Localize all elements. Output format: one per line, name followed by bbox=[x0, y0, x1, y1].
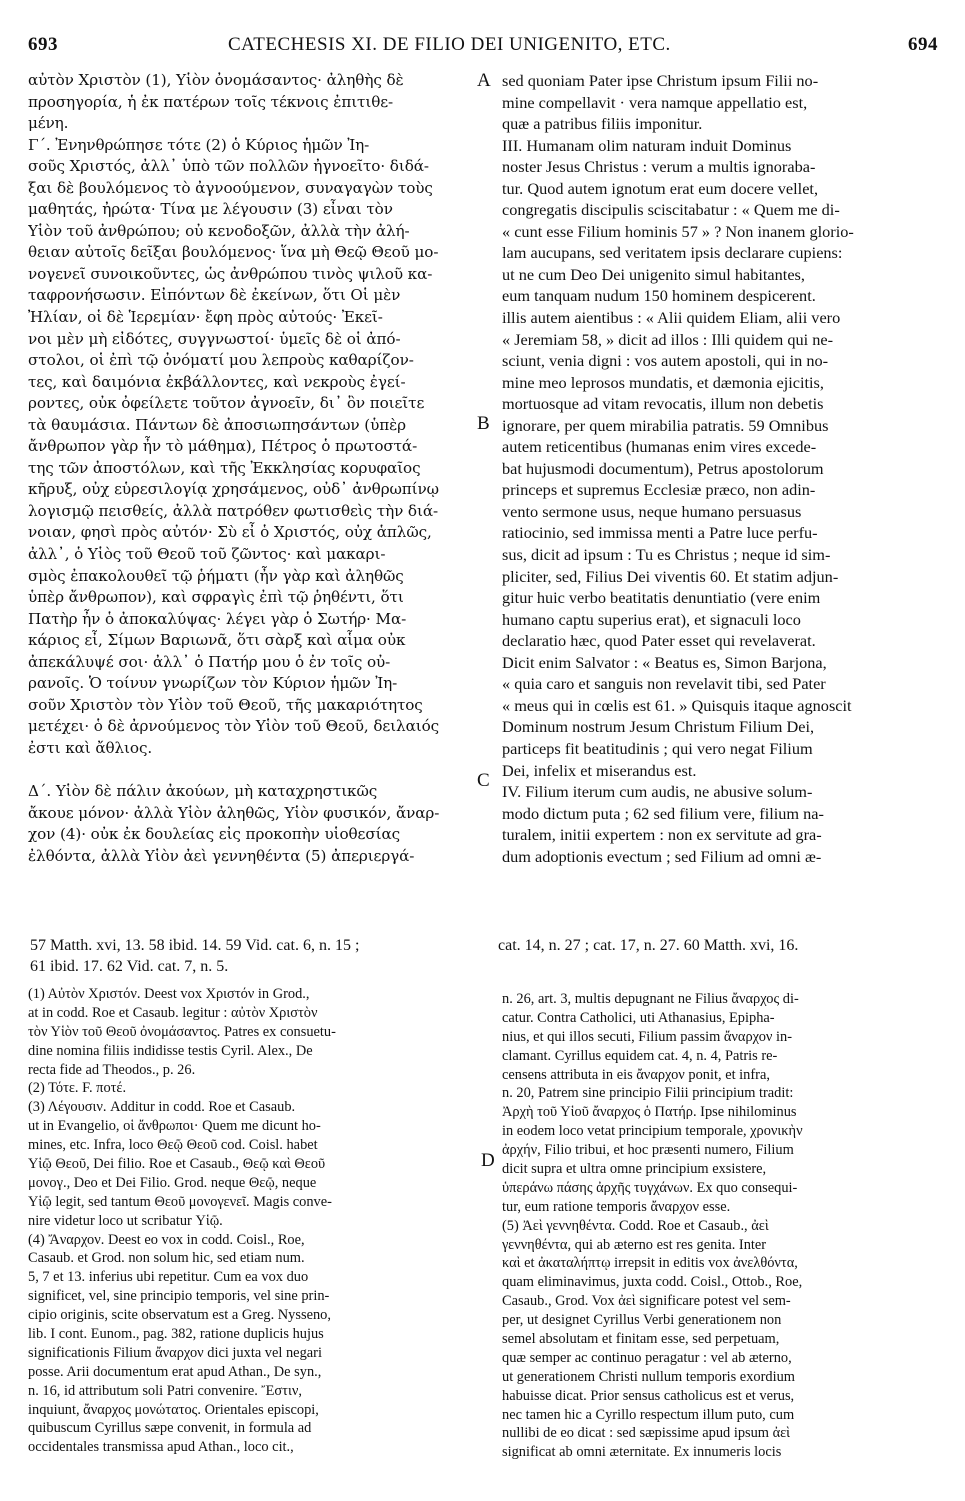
footnote-line: dine nomina filiis indidisse testis Cyril. Alex., De bbox=[28, 1042, 313, 1059]
footnote-line: nullibi de eo dicat : sed sæpissime apud ipsum ἀεὶ bbox=[502, 1425, 791, 1442]
greek-text-line: προσηγορία, ἡ ἐκ πατέρων τοῖς τέκνοις ἐπιτιθε- bbox=[28, 92, 394, 111]
latin-text-line: ratiocinio, sed immissa menti a Patre luce perfu- bbox=[502, 523, 818, 543]
footnote-line: Ἀρχὴ τοῦ Υἱοῦ ἄναρχος ὁ Πατήρ. Ipse nihilominus bbox=[502, 1104, 797, 1121]
footnote-line: 5, 7 et 13. inferius ubi repetitur. Cum ea vox duo bbox=[28, 1269, 309, 1286]
greek-text-line: σμὸς ἐπακολουθεῖ τῷ ῥήματι (ἦν γὰρ καὶ ἀληθῶς bbox=[28, 566, 404, 585]
footnote-line: τὸν Υἱὸν τοῦ Θεοῦ ὀνομάσαντος. Patres ex consuetu- bbox=[28, 1023, 336, 1040]
greek-text-column bbox=[28, 70, 476, 867]
latin-text-line: « meus qui in cœlis est 61. » Quisquis itaque agnoscit bbox=[502, 695, 852, 715]
footnote-line: nius, et qui illos secuti, Filium passim ἄναρχον in- bbox=[502, 1028, 792, 1045]
footnote-line: nec tamen hic a Cyrillo respectum illum puto, cum bbox=[502, 1406, 795, 1423]
greek-text-line: λογισμῷ πεισθείς, ἀλλὰ πατρόθεν φωτισθεὶς τὴν διά- bbox=[28, 501, 439, 520]
footnote-line: Casaub., Grod. Vox ἀεὶ significare potest vel sem- bbox=[502, 1293, 791, 1310]
footnote-line: n. 26, art. 3, multis depugnant ne Filius ἄναρχος di- bbox=[502, 991, 799, 1007]
footnote-line: semel absolutam et finitam esse, sed perpetuam, bbox=[502, 1331, 780, 1348]
latin-text-line: III. Humanam olim naturam induit Dominus bbox=[502, 135, 792, 155]
footnote-line: (5) Ἀεὶ γεννηθέντα. Codd. Roe et Casaub., ἀεὶ bbox=[502, 1217, 769, 1234]
scripture-references-left bbox=[30, 935, 485, 977]
latin-text-line: declaratio hæc, quod Pater esset qui revelaverat. bbox=[502, 631, 816, 651]
latin-text-line: sciunt, venia digni : vos autem apostoli, qui in no- bbox=[502, 351, 829, 371]
running-header bbox=[28, 34, 938, 64]
margin-letter-a: A bbox=[477, 70, 491, 91]
greek-text-line: σοῦν Χριστὸν τὸν Υἱὸν τοῦ Θεοῦ, τῆς μακαριότητος bbox=[28, 695, 423, 714]
footnote-line: significat ab omni æternitate. Ex innumeris locis bbox=[502, 1444, 782, 1461]
latin-text-line: sus, dicit ad ipsum : Tu es Christus ; neque id sim- bbox=[502, 545, 831, 565]
footnote-line: n. 20, Patrem sine principio Filii principium tradit: bbox=[502, 1085, 794, 1102]
footnote-line: ut in Evangelio, οἱ ἄνθρωποι· Quem me dicunt ho- bbox=[28, 1118, 321, 1135]
footnote-line: mines, etc. Infra, loco Θεῷ Θεοῦ cod. Coisl. habet bbox=[28, 1137, 318, 1154]
footnote-line: quæ semper ac continuo peragatur : vel ab æterno, bbox=[502, 1349, 792, 1366]
footnote-line: (3) Λέγουσιν. Additur in codd. Roe et Casaub. bbox=[28, 1099, 296, 1116]
greek-text-line: ἄκουε μόνον· ἀλλὰ Υἱὸν ἀληθῶς, Υἱὸν φυσικόν, ἄναρ- bbox=[28, 803, 440, 822]
margin-letter-d: D bbox=[481, 1150, 495, 1171]
latin-text-line: Dei, infelix et miserandus est. bbox=[502, 760, 697, 780]
footnote-line: καὶ et ἀκαταλήπτῳ irrepsit in editis vox ἀνελθόντα, bbox=[502, 1255, 798, 1272]
footnote-line: catur. Contra Catholici, uti Athanasius, Epipha- bbox=[502, 1009, 775, 1026]
greek-text-line: τὰ θαυμάσια. Πάντων δὲ ἀποσιωπησάντων (ὑπὲρ bbox=[28, 415, 406, 434]
footnotes-right bbox=[502, 990, 942, 1462]
margin-letter-b: B bbox=[477, 413, 490, 434]
footnote-line: μονογ., Deo et Dei Filio. Grod. neque Θεῷ, neque bbox=[28, 1174, 317, 1191]
latin-text-line: IV. Filium iterum cum audis, ne abusive solum- bbox=[502, 782, 813, 802]
latin-text-line: princeps et supremus Ecclesiæ præco, non adin- bbox=[502, 480, 816, 500]
footnote-line: posse. Arii documentum erat apud Athan., De syn., bbox=[28, 1363, 322, 1380]
greek-text-line: σοῦς Χριστός, ἀλλ᾽ ὑπὸ τῶν πολλῶν ἠγνοεῖτο· διδά- bbox=[28, 157, 429, 176]
latin-text-line: mine compellavit · vera namque appellatio est, bbox=[502, 92, 808, 112]
greek-text-line: ταφρονήσωσιν. Εἰπόντων δὲ ἐκείνων, ὅτι Οἱ μὲν bbox=[28, 286, 401, 305]
latin-text-line: mine meo leprosos mundatis, et dæmonia ejicitis, bbox=[502, 372, 824, 392]
latin-text-line: modo dictum puta ; 62 sed filium vere, filium na- bbox=[502, 803, 824, 823]
footnote-line: Υἱῷ legit, sed tantum Θεοῦ μονογενεῖ. Magis conve- bbox=[28, 1193, 332, 1210]
latin-text-line: Dicit enim Salvator : « Beatus es, Simon Barjona, bbox=[502, 652, 827, 672]
greek-text-line: χον (4)· οὐκ ἐκ δουλείας εἰς προκοπὴν υἱοθεσίας bbox=[28, 825, 401, 844]
greek-text-line: ροντες, οὐκ ὀφείλετε τοῦτον ἀγνοεῖν, δι᾽ ὃν ποιεῖτε bbox=[28, 394, 425, 413]
footnote-line: (4) Ἄναρχον. Deest eo vox in codd. Coisl., Roe, bbox=[28, 1231, 305, 1248]
footnote-line: inquiunt, ἄναρχος μονώτατος. Orientales episcopi, bbox=[28, 1401, 319, 1418]
latin-text-line: particeps fit beatitudinis ; qui vero negat Filium bbox=[502, 738, 813, 758]
latin-text-line: noster Jesus Christus : verum a multis ignoraba- bbox=[502, 157, 816, 177]
greek-text-line: νοιαν, φησὶ πρὸς αὐτόν· Σὺ εἶ ὁ Χριστός, οὐχ ἁπλῶς, bbox=[28, 523, 432, 542]
footnote-line: at in codd. Roe et Casaub. legitur : αὐτὸν Χριστὸν bbox=[28, 1004, 318, 1021]
scripture-ref-line: 61 ibid. 17. 62 Vid. cat. 7, n. 5. bbox=[30, 958, 229, 975]
greek-text-line: Υἱὸν τοῦ ἀνθρώπου; οὐ κενοδοξῶν, ἀλλὰ τὴν ἀλή- bbox=[28, 221, 410, 240]
footnote-line: ut generationem Christi nullum temporis exordium bbox=[502, 1368, 795, 1385]
footnote-line: γεννηθέντα, qui ab æterno est res genita. Inter bbox=[502, 1236, 767, 1253]
footnote-line: dicit supra et ultra omne principium exsistere, bbox=[502, 1161, 767, 1178]
greek-text-line: θειαν αὐτοῖς δεῖξαι βουλόμενος· ἵνα μὴ Θεῷ Θεοῦ μο- bbox=[28, 243, 439, 262]
latin-text-line: congregatis discipulis sciscitabatur : « Quem me di- bbox=[502, 200, 840, 220]
footnote-line: lib. I cont. Eunom., pag. 382, ratione duplicis hujus bbox=[28, 1326, 324, 1343]
latin-text-line: « quia caro et sanguis non revelavit tibi, sed Pater bbox=[502, 674, 826, 694]
latin-text-line: eum tanquam nudum 150 hominem despicerent. bbox=[502, 286, 816, 306]
greek-text-line: στολοι, οἱ ἐπὶ τῷ ὀνόματί μου λεπροὺς καθαρίζον- bbox=[28, 351, 414, 370]
latin-text-line: dum adoptionis evectum ; sed Filium ad omni æ- bbox=[502, 846, 822, 866]
greek-text-line: Γ΄. Ἐνηνθρώπησε τότε (2) ὁ Κύριος ἡμῶν Ἰη- bbox=[28, 135, 370, 154]
footnote-line: ὑπεράνω πάσης ἀρχῆς τυγχάνων. Ex quo consequi- bbox=[502, 1179, 798, 1196]
latin-text-line: turalem, initii expertem : non ex servitute ad gra- bbox=[502, 825, 822, 845]
latin-text-line: bat hujusmodi documentum), Petrus apostolorum bbox=[502, 458, 824, 478]
latin-text-line: humano captu superius erat), et signaculi loco bbox=[502, 609, 801, 629]
page-number-left: 693 bbox=[28, 34, 58, 55]
latin-text-line: pliciter, sed, Filius Dei viventis 60. Et statim adjun- bbox=[502, 566, 839, 586]
footnote-line: n. 16, id attributum soli Patri convenire. Ἔστιν, bbox=[28, 1382, 302, 1399]
running-title: CATECHESIS XI. DE FILIO DEI UNIGENITO, ETC. bbox=[228, 34, 671, 55]
greek-text-line: Δ΄. Υἱὸν δὲ πάλιν ἀκούων, μὴ καταχρηστικῶς bbox=[28, 782, 378, 801]
greek-text-line: μαθητάς, ἠρώτα· Τίνα με λέγουσιν (3) εἶναι τὸν bbox=[28, 200, 393, 219]
footnote-line: quibuscum Cyrillus sæpe convenit, in formula ad bbox=[28, 1420, 312, 1437]
footnote-line: habuisse dicat. Prior sensus catholicus est et verus, bbox=[502, 1387, 795, 1404]
footnote-line: Υἱῷ Θεοῦ, Dei filio. Roe et Casaub., Θεῷ καὶ Θεοῦ bbox=[28, 1156, 326, 1173]
latin-text-line: lam aucupans, sed veritatem ipsis declarare cupiens: bbox=[502, 243, 843, 263]
latin-text-line: autem reticentibus (humanas enim vires excede- bbox=[502, 437, 817, 457]
footnote-line: per, ut designet Cyrillus Verbi generationem non bbox=[502, 1312, 782, 1329]
latin-text-line: quæ a patribus filiis imponitur. bbox=[502, 114, 703, 134]
footnote-line: in eodem loco vetat principium temporale, χρονικὴν bbox=[502, 1123, 803, 1140]
page-number-right: 694 bbox=[908, 34, 938, 55]
footnote-line: Casaub. et Grod. non solum hic, sed etiam num. bbox=[28, 1250, 305, 1267]
greek-text-line: ὑπὲρ ἄνθρωπον), καὶ σφραγὶς ἐπὶ τῷ ῥηθέντι, ὅτι bbox=[28, 588, 404, 607]
footnote-line: recta fide ad Theodos., p. 26. bbox=[28, 1061, 196, 1078]
greek-text-line: ἄνθρωπον γὰρ ἦν τὸ μάθημα), Πέτρος ὁ πρωτοστά- bbox=[28, 437, 418, 456]
footnote-line: quam eliminavimus, juxta codd. Coisl., Ottob., Roe, bbox=[502, 1274, 803, 1291]
footnote-line: clamant. Cyrillus equidem cat. 4, n. 4, Patris re- bbox=[502, 1047, 778, 1064]
footnote-line: (2) Τότε. F. ποτέ. bbox=[28, 1080, 127, 1097]
footnote-line: significet, vel, sine principio temporis, vel sine prin- bbox=[28, 1288, 330, 1305]
greek-text-line: Ἠλίαν, οἱ δὲ Ἱερεμίαν· ἔφη πρὸς αὐτούς· Ἐκεῖ- bbox=[28, 308, 383, 327]
greek-text-line: ἐλθόντα, ἀλλὰ Υἱὸν ἀεὶ γεννηθέντα (5) ἀπεριεργά- bbox=[28, 846, 415, 865]
latin-text-line: ut ne cum Deo Dei unigenito simul habitantes, bbox=[502, 264, 805, 284]
scripture-ref-line: cat. 14, n. 27 ; cat. 17, n. 27. 60 Matth. xvi, 16. bbox=[498, 937, 799, 954]
latin-text-line: mortuosque ad vitam revocatis, illum non debetis bbox=[502, 394, 824, 414]
latin-text-column bbox=[502, 70, 940, 867]
greek-text-line: ρανοῖς. Ὁ τοίνυν γνωρίζων τὸν Κύριον ἡμῶν Ἰη- bbox=[28, 674, 398, 693]
footnote-line: significationis Filium ἄναρχον dici juxta vel negari bbox=[28, 1344, 322, 1361]
greek-text-line: της τῶν ἀποστόλων, καὶ τῆς Ἐκκλησίας κορυφαῖος bbox=[28, 458, 421, 477]
greek-text-line: αὐτὸν Χριστὸν (1), Υἱὸν ὀνομάσαντος· ἀληθὴς δὲ bbox=[28, 71, 404, 89]
greek-text-line: Πατὴρ ἦν ὁ ἀποκαλύψας· λέγει γὰρ ὁ Σωτήρ· Μα- bbox=[28, 609, 407, 628]
greek-text-line: κῆρυξ, οὐχ εὑρεσιλογίᾳ χρησάμενος, οὐδ᾽ ἀνθρωπίνῳ bbox=[28, 480, 439, 499]
greek-text-line: ἀπεκάλυψέ σοι· ἀλλ᾽ ὁ Πατήρ μου ὁ ἐν τοῖς οὐ- bbox=[28, 652, 391, 671]
greek-text-line: τες, καὶ δαιμόνια ἐκβάλλοντες, καὶ νεκροὺς ἐγεί- bbox=[28, 372, 406, 391]
footnote-line: nire videtur loco ut scribatur Υἱῷ. bbox=[28, 1212, 223, 1229]
greek-text-line: ἀλλ᾽, ὁ Υἱὸς τοῦ Θεοῦ τοῦ ζῶντος· καὶ μακαρι- bbox=[28, 545, 386, 564]
latin-text-line: sed quoniam Pater ipse Christum ipsum Filii no- bbox=[502, 71, 819, 90]
greek-text-line bbox=[28, 760, 476, 782]
latin-text-line: Dominum nostrum Jesum Christum Filium Dei, bbox=[502, 717, 815, 737]
greek-text-line: κάριος εἶ, Σίμων Βαριωνᾶ, ὅτι σὰρξ καὶ αἷμα οὐκ bbox=[28, 631, 406, 650]
latin-text-line: ignorare, per quem mirabilia patratis. 59 Omnibus bbox=[502, 415, 829, 435]
latin-text-line: illis autem aientibus : « Alii quidem Eliam, alii vero bbox=[502, 308, 841, 328]
footnote-line: (1) Αὐτὸν Χριστόν. Deest vox Χριστόν in Grod., bbox=[28, 986, 310, 1002]
scripture-references-right bbox=[498, 935, 938, 956]
greek-text-line: μένη. bbox=[28, 114, 69, 133]
greek-text-line: μετέχει· ὁ δὲ ἀρνούμενος τὸν Υἱὸν τοῦ Θεοῦ, δειλαιός bbox=[28, 717, 440, 736]
margin-letter-c: C bbox=[477, 770, 490, 791]
greek-text-line: νογενεῖ συνοικοῦντες, ὡς ἀνθρώπου τινὸς ψιλοῦ κα- bbox=[28, 264, 433, 283]
footnote-line: occidentales transmissa apud Athan., loco cit., bbox=[28, 1439, 294, 1456]
latin-text-line: « Jeremiam 58, » dicit ad illos : Illi quidem qui ne- bbox=[502, 329, 833, 349]
greek-text-line: νοι μὲν μὴ εἰδότες, συγγνωστοί· ὑμεῖς δὲ οἱ ἀπό- bbox=[28, 329, 401, 348]
footnote-line: cipio originis, scite observatum est a Greg. Nysseno, bbox=[28, 1307, 331, 1324]
footnotes-left bbox=[28, 985, 478, 1457]
latin-text-line: vento sermone usus, neque humano persuasus bbox=[502, 501, 802, 521]
footnote-line: tur, eum ratione temporis ἄναρχον esse. bbox=[502, 1198, 731, 1215]
latin-text-line: tur. Quod autem ignotum erat eum docere vellet, bbox=[502, 178, 819, 198]
latin-text-line: « cunt esse Filium hominis 57 » ? Non inanem glorio- bbox=[502, 221, 854, 241]
greek-text-line: ξαι δὲ βουλόμενος τὸ ἀγνοούμενον, συναγαγὼν τοὺς bbox=[28, 178, 433, 197]
footnote-line: ἀρχήν, Filio tribui, et hoc præsenti numero, Filium bbox=[502, 1142, 794, 1159]
scripture-ref-line: 57 Matth. xvi, 13. 58 ibid. 14. 59 Vid. cat. 6, n. 15 ; bbox=[30, 937, 360, 954]
latin-text-line: gitur huic verbo beatitatis denuntiatio (vere enim bbox=[502, 588, 821, 608]
footnote-line: censens attributa in eis ἄναρχον ponit, et infra, bbox=[502, 1066, 770, 1083]
greek-text-line: ἐστι καὶ ἄθλιος. bbox=[28, 738, 153, 757]
